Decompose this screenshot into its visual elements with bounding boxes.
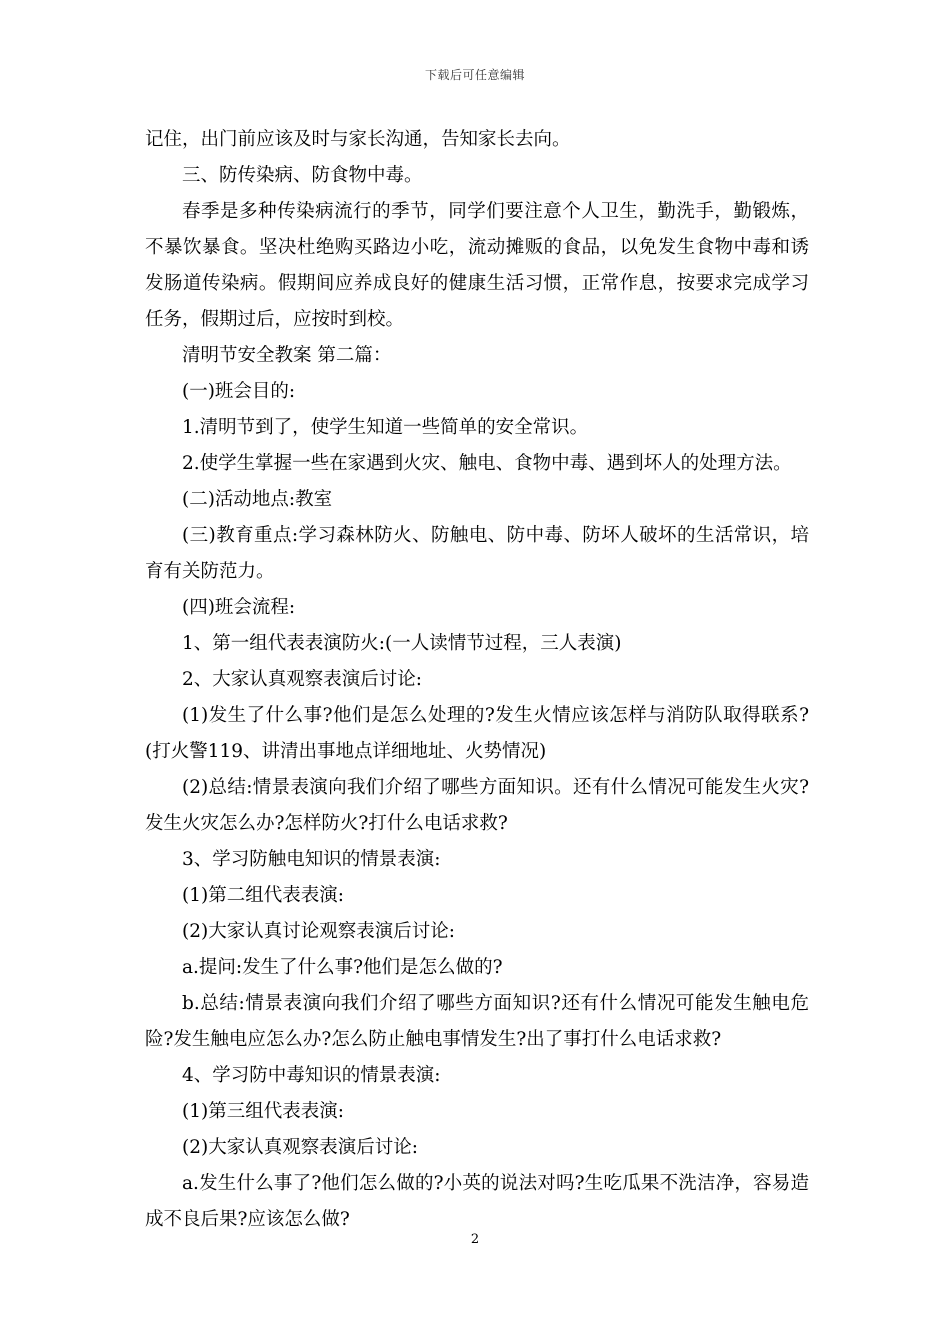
subsection-heading: (三)教育重点:学习森林防火、防触电、防中毒、防坏人破坏的生活常识，培育有关防范力。 [145, 525, 809, 582]
list-item: 1、第一组代表表演防火:(一人读情节过程，三人表演) [182, 633, 622, 654]
section-heading: 三、防传染病、防食物中毒。 [182, 165, 423, 186]
list-item: (1)第三组代表表演: [182, 1101, 344, 1122]
list-item: 4、学习防中毒知识的情景表演: [182, 1065, 441, 1086]
document-body [145, 122, 809, 1238]
page-header: 下载后可任意编辑 [424, 68, 525, 82]
list-item: (2)大家认真讨论观察表演后讨论: [182, 921, 455, 942]
list-item: (1)第二组代表表演: [182, 885, 344, 906]
list-item: 3、学习防触电知识的情景表演: [182, 849, 441, 870]
list-item: (2)大家认真观察表演后讨论: [182, 1137, 418, 1158]
list-item: a.发生什么事了?他们怎么做的?小英的说法对吗?生吃瓜果不洗洁净，容易造成不良后果?应该怎么做? [145, 1173, 809, 1230]
list-item: 1.清明节到了，使学生知道一些简单的安全常识。 [182, 417, 589, 438]
section-heading: 清明节安全教案 第二篇： [182, 345, 392, 366]
list-item: 2、大家认真观察表演后讨论: [182, 669, 423, 690]
list-item: 2.使学生掌握一些在家遇到火灾、触电、食物中毒、遇到坏人的处理方法。 [182, 453, 792, 474]
subsection-heading: (一)班会目的: [182, 381, 296, 402]
subsection-heading: (四)班会流程: [182, 597, 296, 618]
list-item: (1)发生了什么事?他们是怎么处理的?发生火情应该怎样与消防队取得联系?(打火警119、讲清出事地点详细地址、火势情况) [145, 705, 809, 762]
list-item: a.提问:发生了什么事?他们是怎么做的? [182, 957, 503, 978]
subsection-heading: (二)活动地点:教室 [182, 489, 333, 510]
paragraph: 春季是多种传染病流行的季节，同学们要注意个人卫生，勤洗手，勤锻炼，不暴饮暴食。坚决杜绝购买路边小吃，流动摊贩的食品，以免发生食物中毒和诱发肠道传染病。假期间应养成良好的健康生活习惯，正常作息，按要求完成学习任务，假期过后，应按时到校。 [145, 201, 809, 330]
page-number: 2 [470, 1232, 480, 1247]
list-item: b.总结:情景表演向我们介绍了哪些方面知识?还有什么情况可能发生触电危险?发生触电应怎么办?怎么防止触电事情发生?出了事打什么电话求救? [145, 993, 809, 1050]
list-item: (2)总结:情景表演向我们介绍了哪些方面知识。还有什么情况可能发生火灾?发生火灾怎么办?怎样防火?打什么电话求救? [145, 777, 809, 834]
paragraph: 记住，出门前应该及时与家长沟通，告知家长去向。 [145, 129, 571, 150]
